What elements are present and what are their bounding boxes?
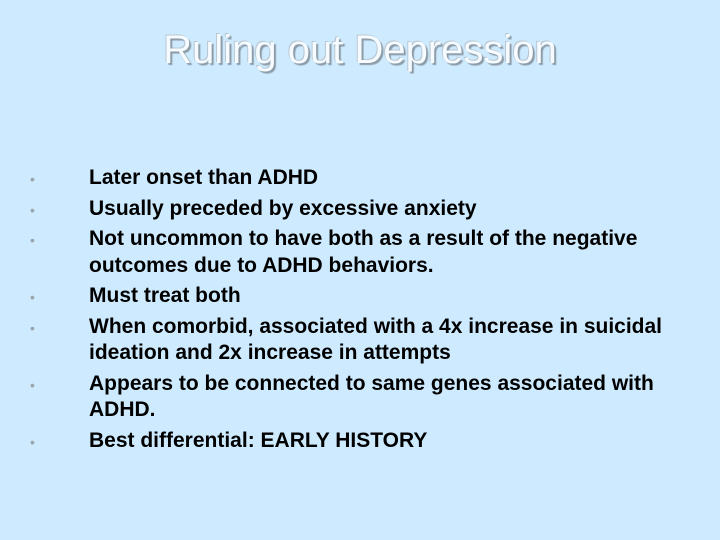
bullet-text: Must treat both (89, 284, 241, 307)
bullet-list (28, 165, 708, 458)
bullet-text: Best differential: EARLY HISTORY (89, 428, 428, 452)
bullet-marker: • (30, 433, 35, 450)
bullet-marker: • (30, 171, 35, 187)
bullet-item (28, 226, 708, 279)
bullet-text: Later onset than ADHD (89, 166, 319, 189)
bullet-item (28, 165, 708, 192)
bullet-item (28, 196, 708, 223)
bullet-text: When comorbid, associated with a 4x increase in suicidal ideation and 2x increase in attempts (89, 314, 663, 364)
bullet-item (28, 283, 708, 310)
bullet-marker: • (30, 232, 35, 248)
bullet-marker: • (30, 376, 35, 393)
bullet-text: Appears to be connected to same genes associated with ADHD. (89, 371, 654, 421)
slide-title: Ruling out Depression (163, 28, 557, 72)
bullet-text: Not uncommon to have both as a result of the negative outcomes due to ADHD behaviors. (89, 227, 638, 277)
bullet-marker: • (30, 289, 35, 305)
bullet-marker: • (30, 201, 35, 218)
bullet-marker: • (30, 319, 35, 336)
bullet-item (28, 314, 708, 367)
bullet-text: Usually preceded by excessive anxiety (89, 196, 477, 220)
bullet-item (28, 371, 708, 424)
bullet-item (28, 428, 708, 455)
